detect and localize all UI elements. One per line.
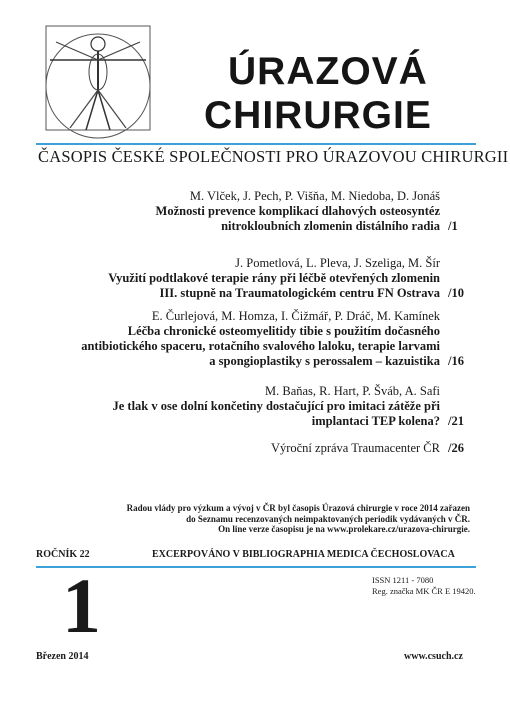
- website-link[interactable]: www.csuch.cz: [404, 651, 463, 662]
- article-page: /26: [448, 441, 464, 455]
- vitruvian-man-logo: [36, 20, 160, 142]
- article-page: /16: [448, 354, 464, 368]
- article-page: /21: [448, 414, 464, 428]
- journal-title-line2: CHIRURGIE: [204, 94, 432, 137]
- registry-notice: [80, 503, 470, 535]
- excerpted-label: EXCERPOVÁNO V BIBLIOGRAPHIA MEDICA ČECHOSLOVACA: [152, 549, 455, 560]
- article-authors: M. Baňas, R. Hart, P. Šváb, A. Safi: [265, 384, 440, 398]
- article-entry: [80, 256, 440, 301]
- article-authors: E. Čurlejová, M. Homza, I. Čižmář, P. Dráč, M. Kamínek: [151, 309, 440, 323]
- issue-number: 1: [62, 562, 101, 649]
- journal-title-line1: ÚRAZOVÁ: [228, 50, 428, 93]
- volume-label: ROČNÍK 22: [36, 549, 90, 560]
- article-title-line: a spongioplastiky s perossalem – kazuistika: [209, 354, 440, 368]
- journal-subtitle: ČASOPIS ČESKÉ SPOLEČNOSTI PRO ÚRAZOVOU CHIRURGII: [38, 147, 509, 166]
- article-title-line: Je tlak v ose dolní končetiny dostačující pro imitaci zátěže při: [112, 399, 440, 413]
- issn-block: [372, 575, 476, 597]
- issn: ISSN 1211 - 7080: [372, 575, 434, 585]
- article-entry: [80, 189, 440, 234]
- article-authors: J. Pometlová, L. Pleva, J. Szeliga, M. Šír: [235, 256, 440, 270]
- notice-line: do Seznamu recenzovaných neimpaktovaných periodik vydávaných v ČR.: [186, 513, 470, 524]
- article-page: /10: [448, 286, 464, 300]
- notice-line: On line verze časopisu je na www.prolekare.cz/urazova-chirurgie.: [218, 524, 470, 534]
- bottom-divider: [36, 566, 476, 568]
- article-title-line: antibiotického spaceru, rotačního svalového laloku, terapie larvami: [81, 339, 440, 353]
- top-divider: [36, 143, 476, 145]
- registration-mark: Reg. značka MK ČR E 19420.: [372, 586, 476, 596]
- article-title-line: Možnosti prevence komplikací dlahových osteosyntéz: [155, 204, 440, 218]
- article-title-line: implantaci TEP kolena?: [311, 414, 440, 428]
- article-entry: [80, 441, 440, 456]
- article-authors: Výroční zpráva Traumacenter ČR: [270, 441, 440, 455]
- article-authors: M. Vlček, J. Pech, P. Višňa, M. Niedoba, D. Jonáš: [189, 189, 440, 203]
- article-title-line: III. stupně na Traumatologickém centru FN Ostrava: [159, 286, 440, 300]
- article-entry: [80, 384, 440, 429]
- notice-line: Radou vlády pro výzkum a vývoj v ČR byl časopis Úrazová chirurgie v roce 2014 zařazen: [126, 503, 470, 513]
- article-title-line: nitrokloubních zlomenin distálního radia: [221, 219, 440, 233]
- article-page: /1: [448, 219, 458, 233]
- article-entry: [80, 309, 440, 369]
- article-title-line: Využití podtlakové terapie rány při léčbě otevřených zlomenin: [108, 271, 440, 285]
- article-title-line: Léčba chronické osteomyelitidy tibie s použitím dočasného: [127, 324, 440, 338]
- issue-date: Březen 2014: [36, 651, 89, 662]
